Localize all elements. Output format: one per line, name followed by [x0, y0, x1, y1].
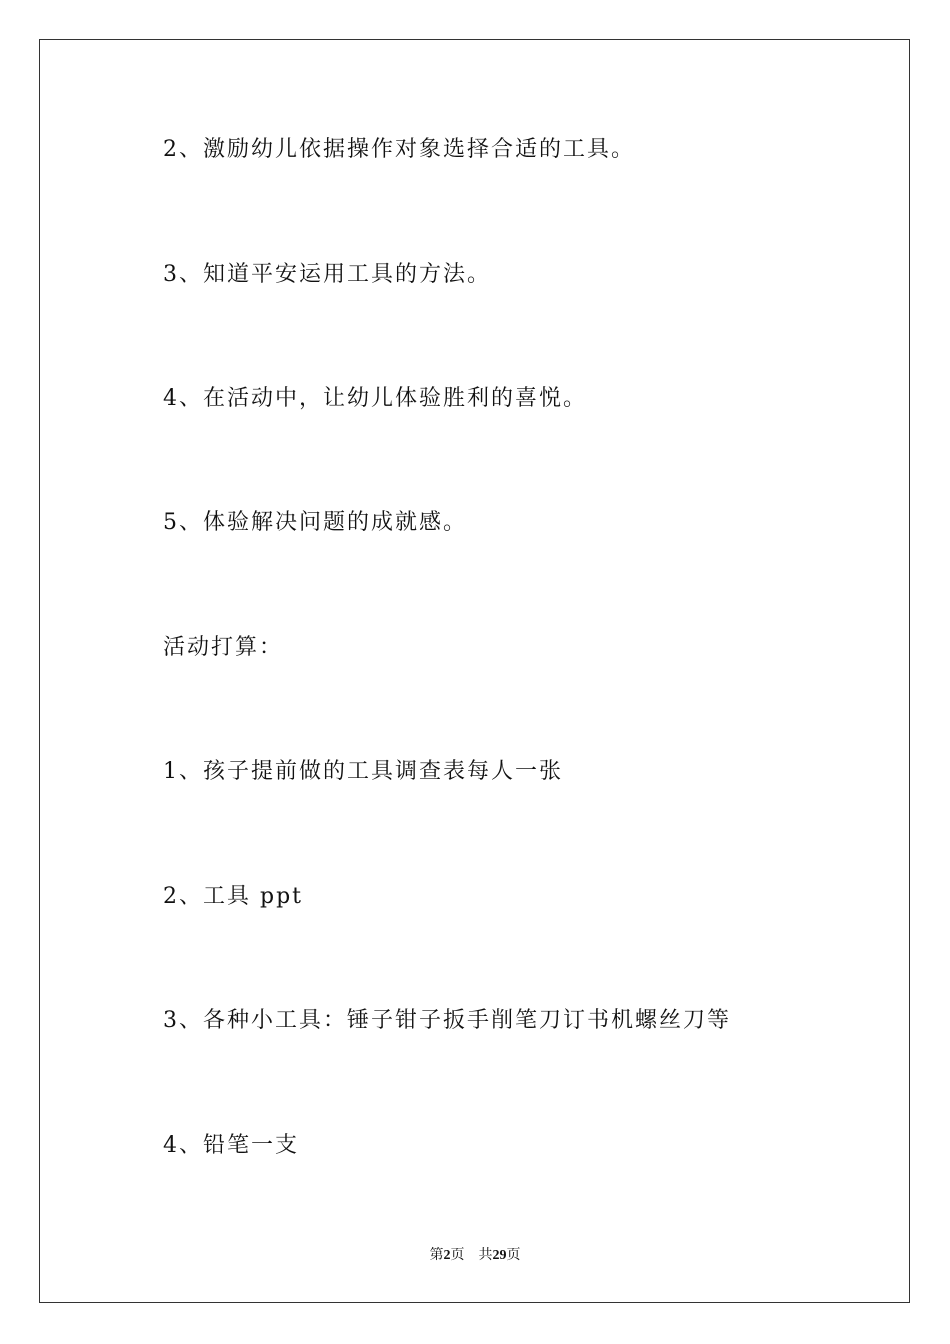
- page-prefix: 第: [429, 1248, 444, 1263]
- text-line-6: 2、工具 ppt: [163, 884, 303, 909]
- page-number: 2: [443, 1248, 451, 1263]
- section-heading: 活动打算：: [163, 635, 284, 660]
- text-line-1: 2、激励幼儿依据操作对象选择合适的工具。: [163, 137, 635, 162]
- page-frame: [39, 39, 910, 1303]
- page-footer: [0, 1247, 950, 1265]
- total-suffix: 页: [506, 1248, 521, 1263]
- text-line-8: 4、铅笔一支: [163, 1133, 299, 1158]
- total-pages: 29: [492, 1248, 507, 1263]
- page-suffix: 页: [450, 1248, 465, 1263]
- text-line-3: 4、在活动中，让幼儿体验胜利的喜悦。: [163, 386, 587, 411]
- total-prefix: 共: [478, 1248, 493, 1263]
- text-line-5: 1、孩子提前做的工具调查表每人一张: [163, 759, 563, 784]
- text-line-2: 3、知道平安运用工具的方法。: [163, 262, 491, 287]
- text-line-7: 3、各种小工具：锤子钳子扳手削笔刀订书机螺丝刀等: [163, 1008, 731, 1033]
- text-line-4: 5、体验解决问题的成就感。: [163, 510, 467, 535]
